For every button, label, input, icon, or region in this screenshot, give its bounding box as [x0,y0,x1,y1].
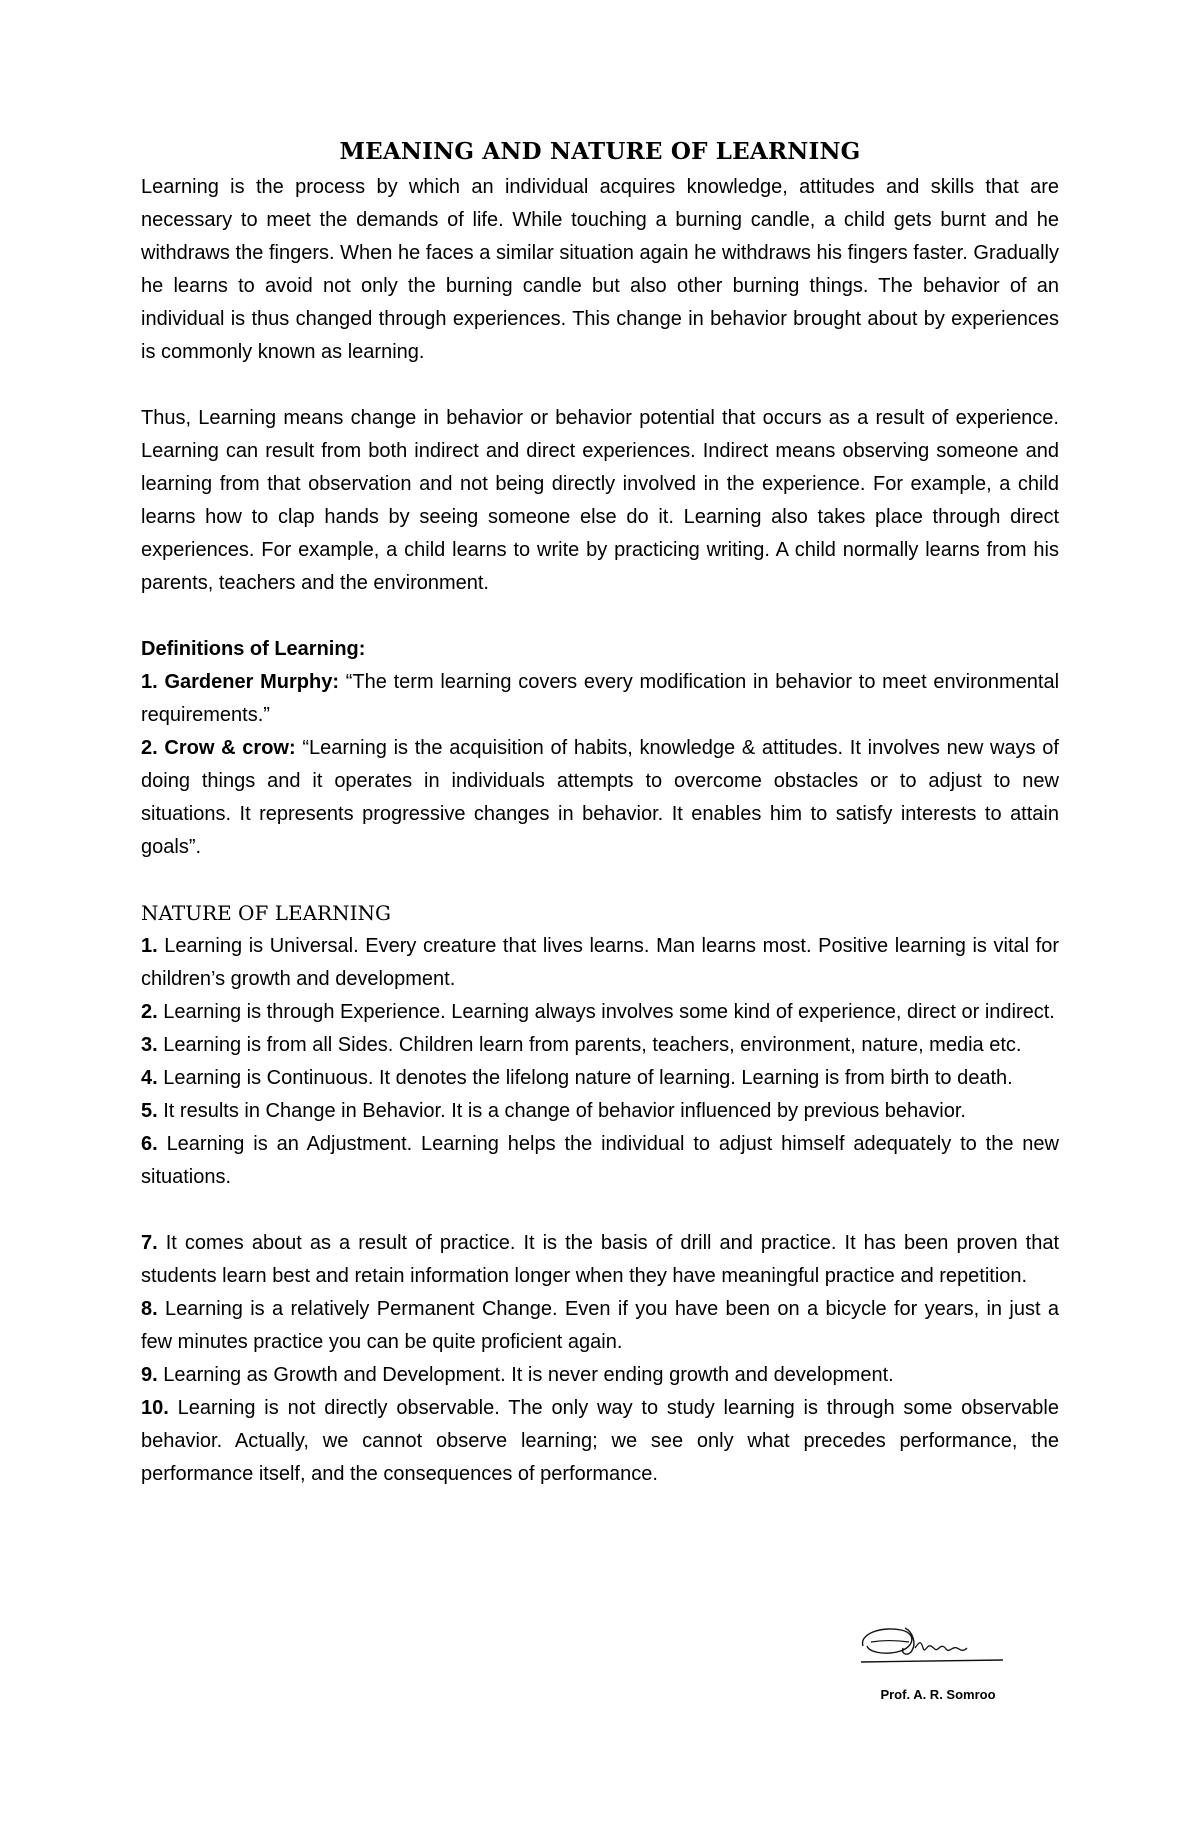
nature-item-number: 4. [141,1067,158,1089]
nature-item-number: 6. [141,1133,158,1155]
handwritten-signature [855,1618,1005,1674]
nature-item [141,1128,1059,1194]
nature-list-a [141,930,1059,1194]
nature-item-text: Learning as Growth and Development. It is never ending growth and development. [163,1364,894,1386]
nature-item-number: 5. [141,1100,158,1122]
intro-paragraph-2: Thus, Learning means change in behavior or behavior potential that occurs as a result of experience. Learning can result from both indirect and direct experiences. Indirect means observing someone and learning from that observation and not being directly involved in the experience. For example, a child learns how to clap hands by seeing someone else do it. Learning also takes place through direct experiences. For example, a child learns to write by practicing writing. A child normally learns from his parents, teachers and the environment. [141,407,1059,594]
paragraph-gap [141,1194,1059,1227]
document-page [141,138,1059,1491]
paragraph-gap [141,600,1059,633]
document-title: MEANING AND NATURE OF LEARNING [339,138,861,165]
definition-text: “Learning is the acquisition of habits, knowledge & attitudes. It involves new ways of doing things and it operates in individuals attempts to overcome obstacles or to adjust to new situations. It represents progressive changes in behavior. It enables him to satisfy interests to attain goals”. [141,737,1059,858]
nature-item-number: 3. [141,1034,158,1056]
signature-name: Prof. A. R. Somroo [880,1687,996,1702]
nature-item-number: 7. [141,1232,158,1254]
paragraph-gap [141,864,1059,897]
nature-item-text: Learning is not directly observable. The only way to study learning is through some observable behavior. Actually, we cannot observe learning; we see only what precedes performance, the performance itself, and the consequences of performance. [141,1397,1059,1485]
nature-item [141,1095,1059,1128]
nature-item [141,1293,1059,1359]
paragraph-gap [141,369,1059,402]
definition-item [141,666,1059,732]
nature-item-number: 10. [141,1397,169,1419]
definition-number: 1. [141,671,158,693]
nature-item [141,1392,1059,1491]
intro-paragraph-1: Learning is the process by which an individual acquires knowledge, attitudes and skills that are necessary to meet the demands of life. While touching a burning candle, a child gets burnt and he withdraws the fingers. When he faces a similar situation again he withdraws his fingers faster. Gradually he learns to avoid not only the burning candle but also other burning things. The behavior of an individual is thus changed through experiences. This change in behavior brought about by experiences is commonly known as learning. [141,176,1059,363]
definition-author: Crow & crow: [164,737,296,759]
nature-item-text: Learning is through Experience. Learning always involves some kind of experience, direct or indirect. [163,1001,1055,1023]
definition-text: “The term learning covers every modification in behavior to meet environmental requirements.” [141,671,1060,726]
definition-item [141,732,1059,864]
definitions-heading: Definitions of Learning: [141,638,366,660]
nature-item-number: 9. [141,1364,158,1386]
nature-item-text: Learning is a relatively Permanent Change. Even if you have been on a bicycle for years, in just a few minutes practice you can be quite proficient again. [141,1298,1059,1353]
nature-item-text: Learning is an Adjustment. Learning helps the individual to adjust himself adequately to the new situations. [141,1133,1059,1188]
definition-author: Gardener Murphy: [164,671,339,693]
nature-item-text: It results in Change in Behavior. It is a change of behavior influenced by previous behavior. [163,1100,966,1122]
nature-item [141,996,1059,1029]
nature-item-number: 8. [141,1298,158,1320]
nature-item [141,1227,1059,1293]
nature-item-number: 1. [141,935,158,957]
nature-list-b [141,1227,1059,1491]
nature-item [141,1029,1059,1062]
nature-item [141,1359,1059,1392]
nature-item [141,930,1059,996]
nature-item-text: Learning is Continuous. It denotes the lifelong nature of learning. Learning is from birth to death. [163,1067,1013,1089]
nature-item-text: It comes about as a result of practice. It is the basis of drill and practice. It has been proven that students learn best and retain information longer when they have meaningful practice and repetition. [141,1232,1060,1287]
definition-number: 2. [141,737,158,759]
nature-item-number: 2. [141,1001,158,1023]
nature-item-text: Learning is Universal. Every creature that lives learns. Man learns most. Positive learning is vital for children’s growth and development. [141,935,1059,990]
nature-heading: NATURE OF LEARNING [141,901,391,925]
nature-item [141,1062,1059,1095]
nature-item-text: Learning is from all Sides. Children learn from parents, teachers, environment, nature, media etc. [163,1034,1022,1056]
